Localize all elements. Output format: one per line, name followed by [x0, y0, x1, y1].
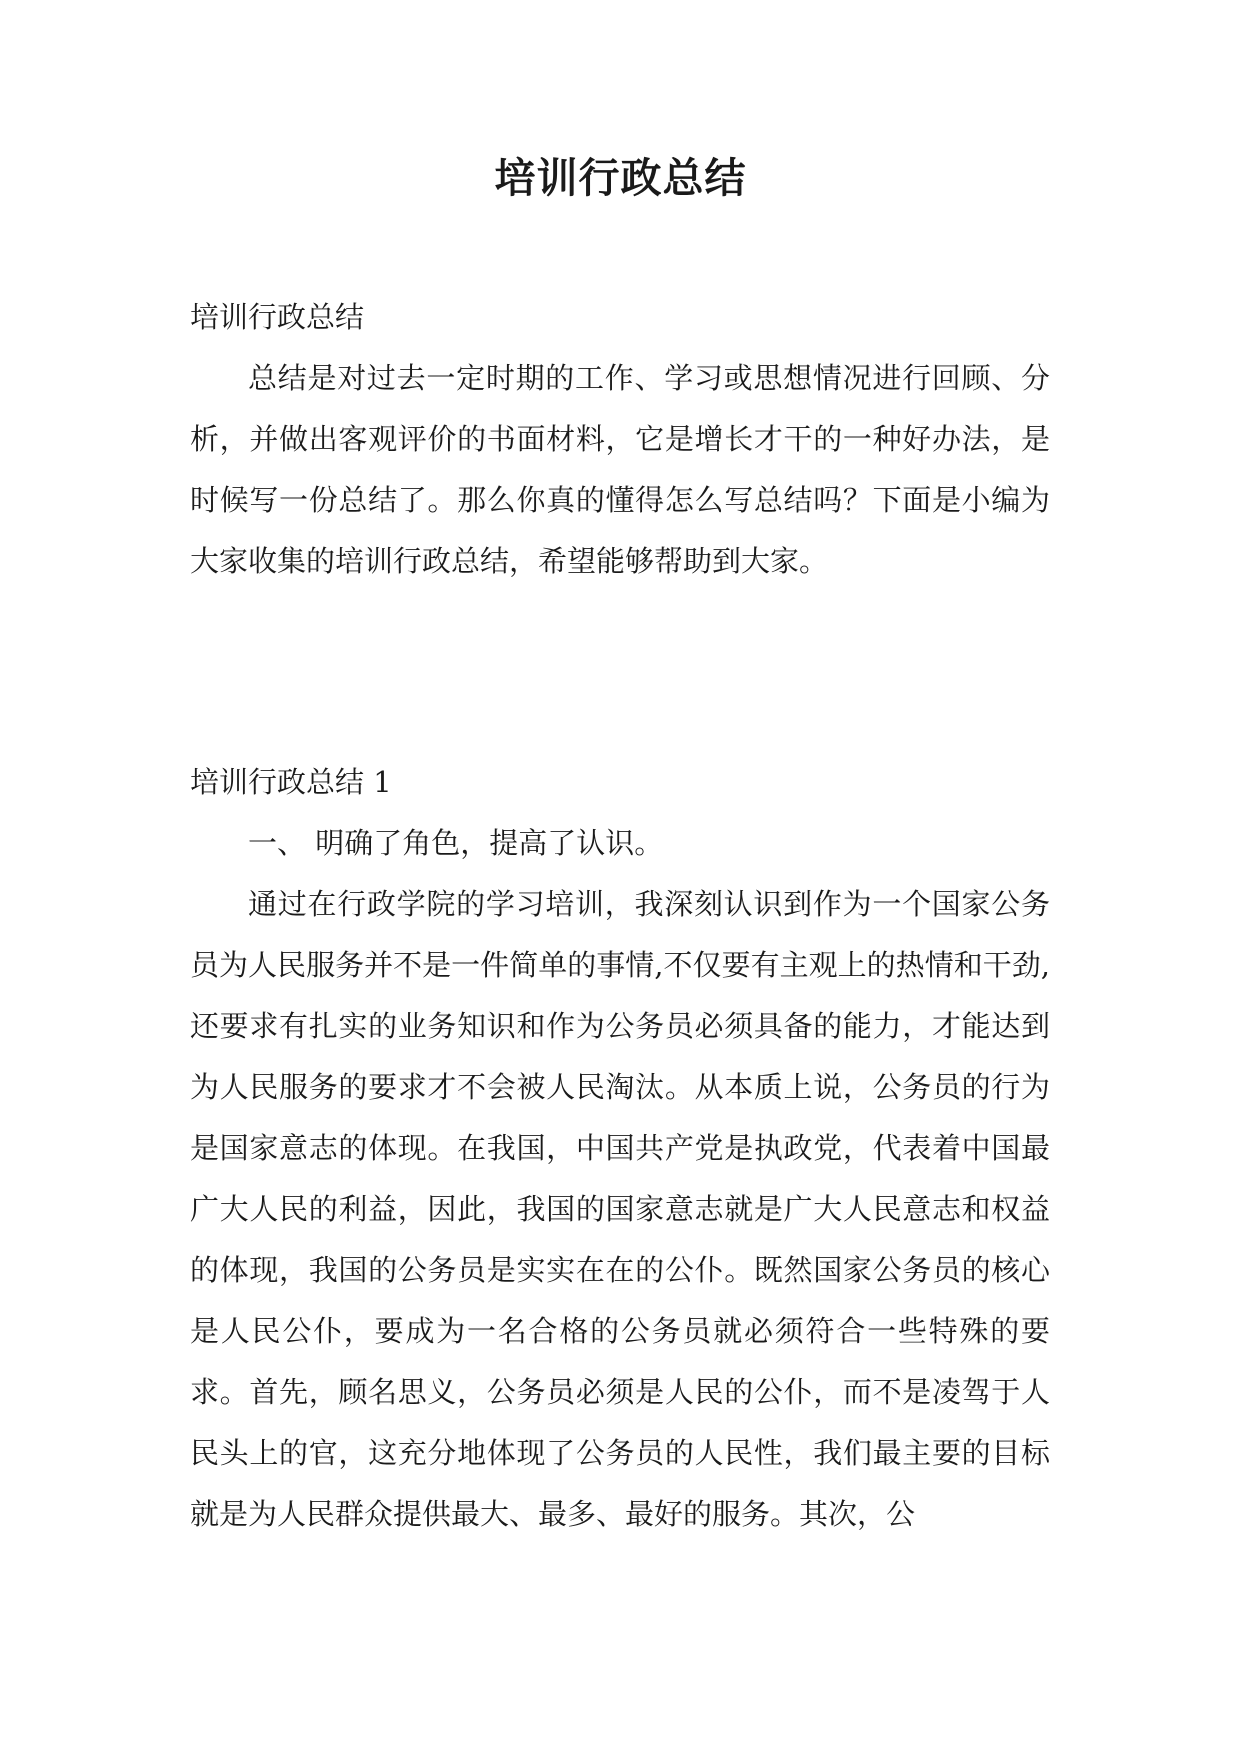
document-title: 培训行政总结	[494, 154, 747, 202]
intro-heading: 培训行政总结	[190, 300, 365, 334]
section-1-paragraph: 通过在行政学院的学习培训，我深刻认识到作为一个国家公务员为人民服务并不是一件简单的事情,不仅要有主观上的热情和干劲,还要求有扎实的业务知识和作为公务员必须具备的能力，才能达到为人民服务的要求才不会被人民淘汰。从本质上说，公务员的行为是国家意志的体现。在我国，中国共产党是执政党，代表着中国最广大人民的利益，因此，我国的国家意志就是广大人民意志和权益的体现，我国的公务员是实实在在的公仆。既然国家公务员的核心是人民公仆，要成为一名合格的公务员就必须符合一些特殊的要求。首先，顾名思义，公务员必须是人民的公仆，而不是凌驾于人民头上的官，这充分地体现了公务员的人民性，我们最主要的目标就是为人民群众提供最大、最多、最好的服务。其次，公	[190, 887, 1050, 1531]
section-1	[190, 752, 1050, 1545]
section-1-subheading: 一、 明确了角色，提高了认识。	[248, 826, 664, 860]
intro-section	[190, 287, 1050, 592]
section-1-heading: 培训行政总结 1	[190, 765, 392, 799]
intro-paragraph: 总结是对过去一定时期的工作、学习或思想情况进行回顾、分析，并做出客观评价的书面材料，它是增长才干的一种好办法，是时候写一份总结了。那么你真的懂得怎么写总结吗？下面是小编为大家收集的培训行政总结，希望能够帮助到大家。	[190, 361, 1050, 578]
